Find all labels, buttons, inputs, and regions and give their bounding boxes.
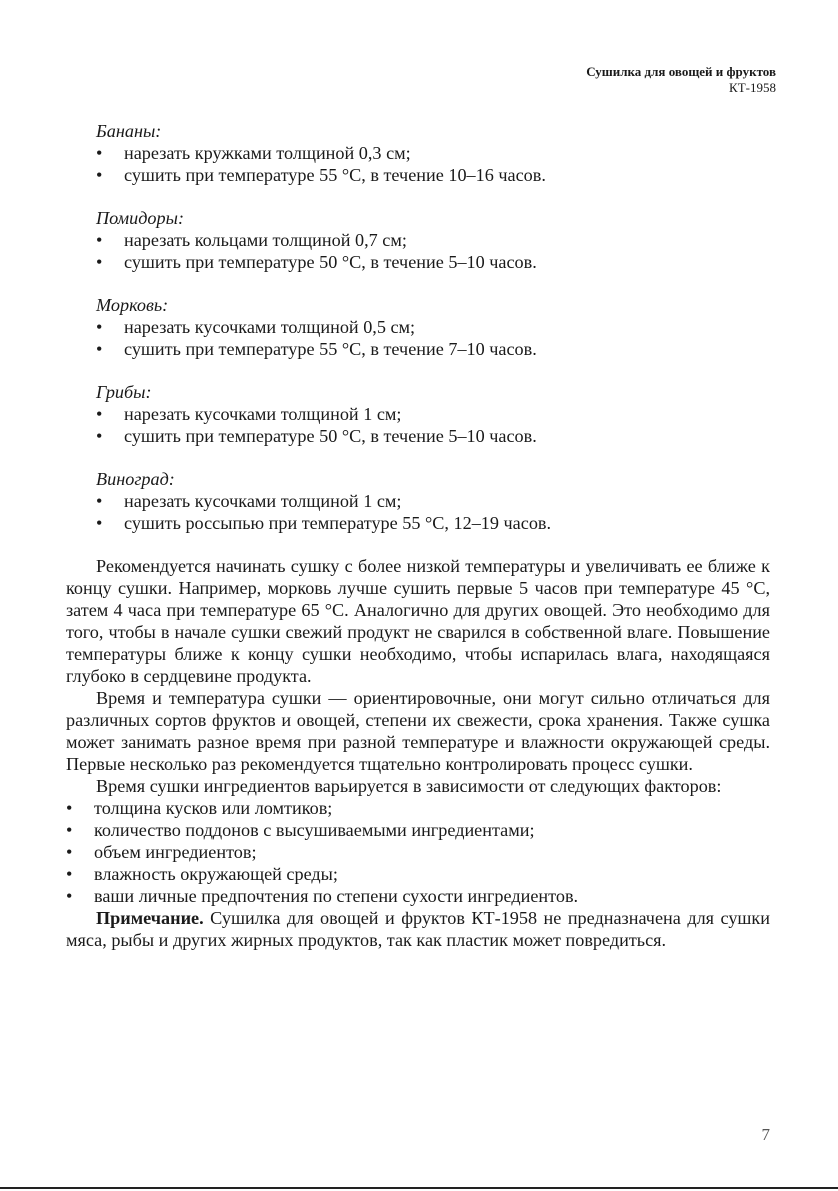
list-item: • влажность окружающей среды; [66,863,770,885]
group-title: Морковь: [96,295,169,315]
bullet-list [96,316,770,360]
header-model: КТ-1958 [729,80,776,95]
drying-group-bananas [66,120,770,186]
list-item: • количество поддонов с высушиваемыми ингредиентами; [66,819,770,841]
list-item: • объем ингредиентов; [66,841,770,863]
drying-group-carrots [66,294,770,360]
list-item: • сушить при температуре 55 °С, в течение 10–16 часов. [96,164,770,186]
bullet-list [96,490,770,534]
page-content [66,120,770,951]
list-item: • сушить при температуре 55 °С, в течение 7–10 часов. [96,338,770,360]
running-header [586,64,776,96]
drying-group-grapes [66,468,770,534]
bullet-list [96,142,770,186]
factors-list [66,797,770,907]
group-title: Виноград: [96,469,175,489]
note-label: Примечание. [96,908,204,928]
drying-group-tomatoes [66,207,770,273]
list-item: • нарезать кольцами толщиной 0,7 см; [96,229,770,251]
list-item: • ваши личные предпочтения по степени сухости ингредиентов. [66,885,770,907]
note-paragraph [66,907,770,951]
list-item: • нарезать кусочками толщиной 1 см; [96,490,770,512]
drying-group-mushrooms [66,381,770,447]
paragraph-temperature-advice: Рекомендуется начинать сушку с более низкой температуры и увеличивать ее ближе к концу сушки. Например, морковь лучше сушить первые 5 часов при температуре 45 °С, затем 4 часа при температуре 65 °С. Аналогично для других овощей. Это необходимо для того, чтобы в начале сушки свежий продукт не сварился в собственной влаге. Повышение температуры ближе к концу сушки необходимо, чтобы испарилась влага, находящаяся глубоко в сердцевине продукта. [66,556,770,686]
bullet-list [96,403,770,447]
bullet-list [96,229,770,273]
bottom-rule [0,1187,838,1189]
list-item: • сушить россыпью при температуре 55 °С, 12–19 часов. [96,512,770,534]
header-title: Сушилка для овощей и фруктов [586,64,776,79]
list-item: • нарезать кусочками толщиной 1 см; [96,403,770,425]
page-number: 7 [761,1125,770,1144]
group-title: Бананы: [96,121,162,141]
list-item: • сушить при температуре 50 °С, в течение 5–10 часов. [96,251,770,273]
group-title: Грибы: [96,382,152,402]
list-item: • толщина кусков или ломтиков; [66,797,770,819]
paragraph-time-variation: Время и температура сушки — ориентировочные, они могут сильно отличаться для различных сортов фруктов и овощей, степени их свежести, срока хранения. Также сушка может занимать разное время при разной температуре и влажности окружающей среды. Первые несколько раз рекомендуется тщательно контролировать процесс сушки. [66,688,770,774]
list-item: • сушить при температуре 50 °С, в течение 5–10 часов. [96,425,770,447]
list-item: • нарезать кружками толщиной 0,3 см; [96,142,770,164]
list-item: • нарезать кусочками толщиной 0,5 см; [96,316,770,338]
paragraph-factors-intro: Время сушки ингредиентов варьируется в зависимости от следующих факторов: [96,776,722,796]
group-title: Помидоры: [96,208,184,228]
note-text: Сушилка для овощей и фруктов КТ-1958 не предназначена для сушки мяса, рыбы и других жирных продуктов, так как пластик может повредиться. [66,908,770,950]
